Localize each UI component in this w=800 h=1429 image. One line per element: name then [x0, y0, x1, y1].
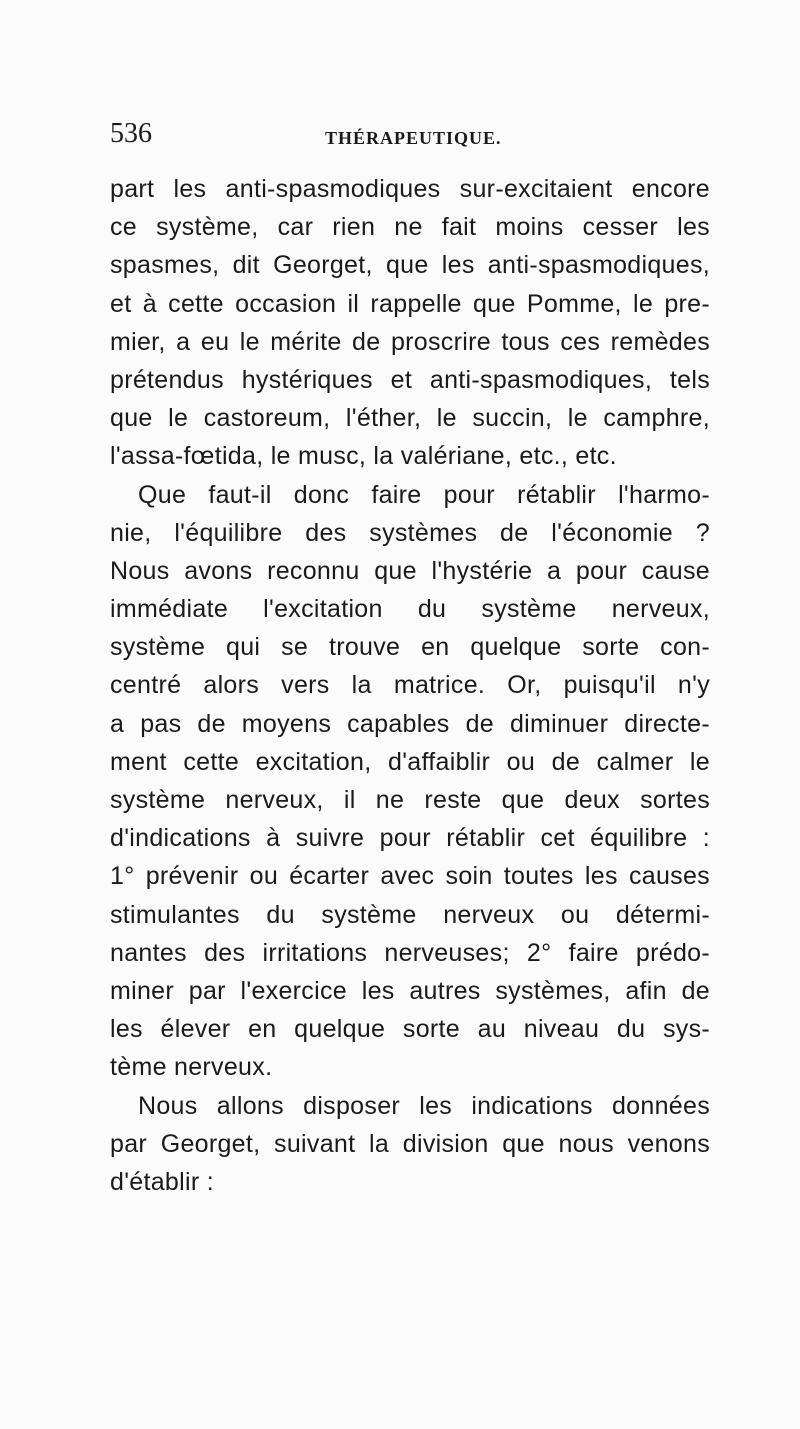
- text-line: et à cette occasion il rappelle que Pomme, le pre-: [110, 289, 710, 318]
- text-line: centré alors vers la matrice. Or, puisqu'il n'y: [110, 671, 710, 700]
- text-line: les élever en quelque sorte au niveau du sys-: [110, 1015, 710, 1044]
- text-line: spasmes, dit Georget, que les anti-spasmodiques,: [110, 251, 710, 280]
- text-line: que le castoreum, l'éther, le succin, le camphre,: [110, 404, 710, 433]
- text-line: par Georget, suivant la division que nous venons: [110, 1129, 710, 1158]
- text-line: mier, a eu le mérite de proscrire tous ces remèdes: [110, 327, 710, 356]
- text-line: d'indications à suivre pour rétablir cet équilibre :: [110, 824, 710, 853]
- text-line: prétendus hystériques et anti-spasmodiques, tels: [110, 365, 710, 394]
- text-line: ment cette excitation, d'affaiblir ou de calmer le: [110, 747, 710, 776]
- text-line: l'assa-fœtida, le musc, la valériane, etc., etc.: [110, 442, 617, 471]
- text-line: système qui se trouve en quelque sorte con-: [110, 633, 710, 662]
- text-line: Nous avons reconnu que l'hystérie a pour cause: [110, 556, 710, 585]
- body-text: [110, 170, 710, 1201]
- text-line: d'établir :: [110, 1167, 214, 1196]
- text-line: a pas de moyens capables de diminuer directe-: [110, 709, 710, 738]
- text-line: nie, l'équilibre des systèmes de l'économie ?: [110, 518, 710, 547]
- text-line: immédiate l'excitation du système nerveux,: [110, 595, 710, 624]
- running-head: THÉRAPEUTIQUE.: [325, 128, 502, 148]
- text-line: ce système, car rien ne fait moins cesser les: [110, 213, 710, 242]
- text-line: 1° prévenir ou écarter avec soin toutes les causes: [110, 862, 710, 891]
- text-line: Nous allons disposer les indications données: [138, 1091, 710, 1120]
- text-line: tème nerveux.: [110, 1053, 273, 1082]
- text-line: part les anti-spasmodiques sur-excitaient encore: [110, 175, 710, 203]
- text-line: stimulantes du système nerveux ou détermi-: [110, 900, 710, 929]
- text-line: système nerveux, il ne reste que deux sortes: [110, 786, 710, 814]
- text-line: miner par l'exercice les autres systèmes, afin de: [110, 976, 710, 1005]
- page-header: [110, 118, 710, 158]
- text-line: nantes des irritations nerveuses; 2° faire prédo-: [110, 938, 710, 967]
- text-line: Que faut-il donc faire pour rétablir l'harmo-: [138, 480, 710, 509]
- page-number: 536: [110, 118, 152, 149]
